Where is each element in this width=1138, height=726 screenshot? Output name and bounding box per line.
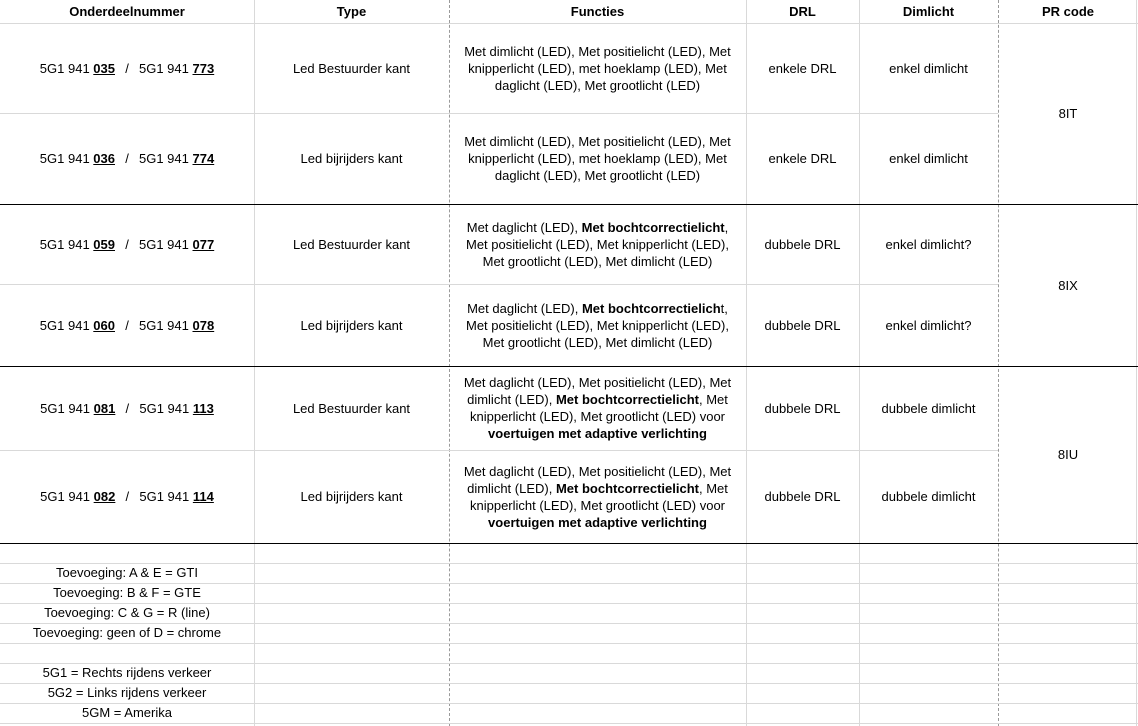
functions-bold-text: voertuigen met adaptive verlichting — [488, 426, 707, 441]
pr-code-cell[interactable]: 8IU — [1057, 447, 1079, 462]
part-number-cell[interactable] — [0, 366, 254, 450]
part-number-suffix: 773 — [192, 60, 215, 76]
part-number-separator: / — [125, 317, 129, 333]
part-number-separator: / — [125, 236, 129, 252]
dimlight-cell[interactable]: dubbele dimlicht — [881, 400, 976, 416]
part-number-prefix: 5G1 941 — [139, 317, 193, 333]
functions-cell[interactable] — [449, 284, 746, 366]
functions-cell[interactable] — [449, 366, 746, 450]
part-number-suffix: 035 — [93, 60, 115, 76]
functions-bold-text: Met bochtcorrectielicht — [555, 480, 699, 496]
functions-text — [455, 43, 740, 94]
part-number-suffix: 059 — [93, 236, 115, 252]
type-cell[interactable]: Led Bestuurder kant — [292, 236, 411, 252]
part-number-prefix: 5G1 941 — [139, 151, 193, 166]
functions-cell[interactable] — [449, 204, 746, 284]
header-drl[interactable]: DRL — [789, 4, 816, 19]
header-dimlight[interactable]: Dimlicht — [902, 4, 955, 19]
type-cell[interactable]: Led Bestuurder kant — [292, 60, 411, 76]
part-number-suffix: 060 — [93, 317, 115, 333]
row-divider — [0, 723, 1138, 724]
part-number-cell[interactable] — [0, 450, 254, 543]
header-part-number[interactable]: Onderdeelnummer — [69, 4, 185, 19]
functions-text — [455, 219, 740, 270]
part-number-prefix: 5G1 941 — [39, 60, 94, 76]
note-cell[interactable]: Toevoeging: A & E = GTI — [55, 565, 198, 580]
part-number-cell[interactable] — [0, 23, 254, 113]
functions-text-segment: Met daglicht (LED), — [466, 219, 582, 235]
note-cell[interactable]: Toevoeging: geen of D = chrome — [32, 625, 222, 640]
part-number-prefix: 5G1 941 — [39, 151, 94, 166]
dimlight-cell[interactable]: enkel dimlicht — [889, 60, 968, 76]
dimlight-cell[interactable]: enkel dimlicht? — [885, 236, 972, 252]
part-number-suffix: 113 — [192, 400, 214, 416]
functions-text — [455, 374, 740, 442]
group-divider — [0, 543, 1138, 544]
part-number-prefix: 5G1 941 — [40, 489, 94, 504]
part-number-separator: / — [125, 489, 130, 504]
note-cell[interactable]: 5GM = Amerika — [82, 705, 172, 720]
pr-code-cell[interactable]: 8IT — [1058, 106, 1078, 121]
drl-cell[interactable]: dubbele DRL — [764, 400, 841, 416]
drl-cell[interactable]: enkele DRL — [768, 151, 837, 166]
header-functions[interactable]: Functies — [570, 4, 625, 19]
part-number-suffix: 077 — [192, 236, 215, 252]
functions-bold-text: Met bochtcorrectielich — [581, 300, 721, 316]
functions-cell[interactable] — [449, 450, 746, 543]
type-cell[interactable]: Led bijrijders kant — [300, 151, 403, 166]
drl-cell[interactable]: dubbele DRL — [764, 317, 841, 333]
part-number-cell[interactable] — [0, 284, 254, 366]
drl-cell[interactable]: enkele DRL — [768, 60, 837, 76]
part-number-separator: / — [125, 400, 130, 416]
functions-text-segment: Met daglicht (LED), Met positielicht (LED), Met dimlicht (LED), — [463, 463, 732, 496]
part-number-suffix: 081 — [93, 400, 116, 416]
functions-text-segment: Met dimlicht (LED), Met positielicht (LED), Met knipperlicht (LED), met hoeklamp (LED), Met daglicht (LED), Met grootlicht (LED) — [464, 43, 731, 93]
row-divider — [0, 643, 1138, 644]
part-number-separator: / — [125, 60, 129, 76]
functions-text-segment: , Met knipperlicht (LED), Met grootlicht (LED) voor — [469, 480, 728, 513]
part-number-prefix: 5G1 941 — [139, 236, 193, 252]
dimlight-cell[interactable]: enkel dimlicht? — [885, 317, 972, 333]
functions-text — [455, 133, 740, 184]
functions-text-segment: t, Met positielicht (LED), Met knipperlicht (LED), Met grootlicht (LED), Met dimlicht (LED) — [466, 300, 729, 350]
part-number-prefix: 5G1 941 — [139, 400, 193, 416]
type-cell[interactable]: Led bijrijders kant — [300, 489, 403, 504]
functions-bold-text: Met bochtcorrectielicht — [581, 219, 725, 235]
functions-cell[interactable] — [449, 23, 746, 113]
drl-cell[interactable]: dubbele DRL — [764, 489, 841, 504]
part-number-suffix: 036 — [93, 151, 115, 166]
note-cell[interactable]: Toevoeging: B & F = GTE — [53, 585, 201, 600]
part-number-suffix: 082 — [93, 489, 116, 504]
functions-text-segment: Met dimlicht (LED), Met positielicht (LED), Met knipperlicht (LED), met hoeklamp (LED), Met daglicht (LED), Met grootlicht (LED) — [464, 134, 731, 183]
part-number-prefix: 5G1 941 — [39, 236, 94, 252]
part-number-prefix: 5G1 941 — [139, 60, 193, 76]
functions-text — [455, 300, 740, 351]
type-cell[interactable]: Led bijrijders kant — [300, 317, 403, 333]
part-number-prefix: 5G1 941 — [139, 489, 193, 504]
part-number-separator: / — [125, 151, 129, 166]
part-number-suffix: 114 — [192, 489, 214, 504]
functions-cell[interactable] — [449, 113, 746, 204]
dimlight-cell[interactable]: dubbele dimlicht — [881, 489, 976, 504]
pr-code-cell[interactable]: 8IX — [1058, 277, 1078, 293]
part-number-prefix: 5G1 941 — [39, 317, 94, 333]
drl-cell[interactable]: dubbele DRL — [764, 236, 841, 252]
functions-text — [455, 463, 740, 531]
functions-text-segment: Met daglicht (LED), Met positielicht (LED), Met dimlicht (LED), — [463, 375, 732, 407]
functions-bold-text: Met bochtcorrectielicht — [555, 392, 699, 407]
dimlight-cell[interactable]: enkel dimlicht — [889, 151, 968, 166]
functions-text-segment: , Met positielicht (LED), Met knipperlicht (LED), Met grootlicht (LED), Met dimlicht (LED) — [466, 219, 729, 269]
part-number-cell[interactable] — [0, 204, 254, 284]
part-number-suffix: 078 — [192, 317, 215, 333]
note-cell[interactable]: 5G1 = Rechts rijdens verkeer — [42, 665, 212, 680]
header-pr-code[interactable]: PR code — [1041, 4, 1094, 19]
part-number-suffix: 774 — [192, 151, 215, 166]
type-cell[interactable]: Led Bestuurder kant — [292, 400, 411, 416]
header-type[interactable]: Type — [336, 4, 367, 19]
part-number-cell[interactable] — [0, 113, 254, 204]
functions-text-segment: , Met knipperlicht (LED), Met grootlicht (LED) voor — [469, 392, 728, 424]
functions-bold-text: voertuigen met adaptive verlichting — [488, 514, 707, 530]
note-cell[interactable]: Toevoeging: C & G = R (line) — [44, 605, 210, 620]
note-cell[interactable]: 5G2 = Links rijdens verkeer — [47, 685, 207, 700]
functions-text-segment: Met daglicht (LED), — [467, 300, 582, 316]
part-number-prefix: 5G1 941 — [40, 400, 94, 416]
